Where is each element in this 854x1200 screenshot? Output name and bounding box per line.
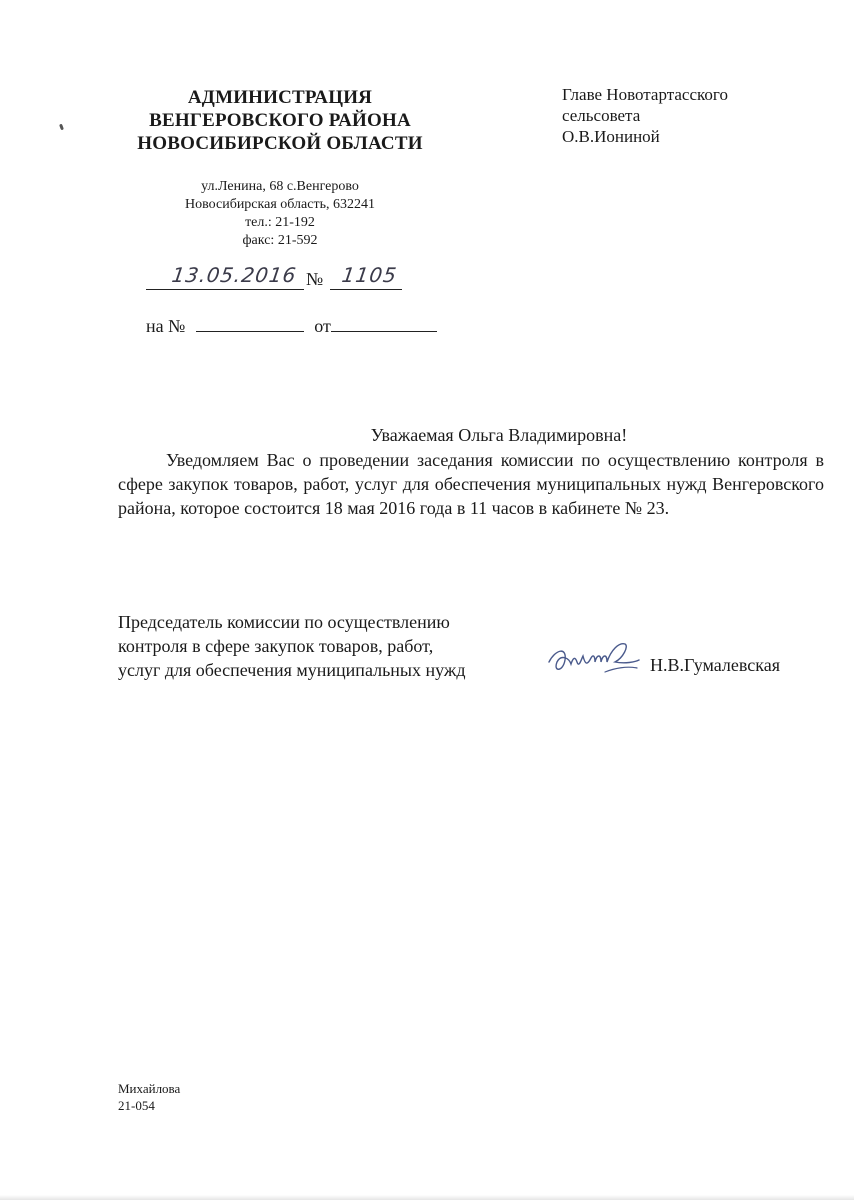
- org-line-3: НОВОСИБИРСКОЙ ОБЛАСТИ: [137, 133, 423, 154]
- number-underline: [330, 289, 402, 290]
- executor-footer: [118, 1080, 180, 1114]
- body-paragraph: Уведомляем Вас о проведении заседания комиссии по осуществлению контроля в сфере закупок товаров, работ, услуг для обеспечения муниципальных нужд Венгеровского района, которое состоится 18 мая 2016 года в 11 часов в кабинете № 23.: [118, 450, 824, 518]
- handwritten-signature: [545, 632, 641, 682]
- signer-name: Н.В.Гумалевская: [650, 655, 780, 675]
- registration-line: [146, 265, 406, 295]
- organization-header: [110, 86, 450, 155]
- scan-speck: [59, 124, 64, 131]
- registration-number-handwritten: 1105: [340, 263, 399, 287]
- salutation-text: Уважаемая Ольга Владимировна!: [370, 425, 628, 445]
- recipient-line-1: Главе Новотартасского: [562, 85, 728, 104]
- executor-name: Михайлова: [118, 1081, 181, 1096]
- recipient-line-3: О.В.Иониной: [562, 127, 660, 146]
- address-phone: тел.: 21-192: [245, 215, 315, 230]
- reference-date-blank: [331, 315, 437, 332]
- executor-phone: 21-054: [118, 1098, 155, 1113]
- org-line-1: АДМИНИСТРАЦИЯ: [187, 87, 373, 108]
- reference-prefix: на №: [146, 316, 186, 336]
- recipient-line-2: сельсовета: [562, 106, 641, 125]
- address-fax: факс: 21-592: [242, 233, 318, 248]
- number-sign: №: [306, 269, 324, 289]
- org-line-2: ВЕНГЕРОВСКОГО РАЙОНА: [149, 110, 411, 131]
- salutation: [0, 425, 854, 446]
- reference-line: [146, 315, 437, 337]
- address-region: Новосибирская область, 632241: [185, 197, 375, 212]
- chair-title: [118, 610, 538, 682]
- address-street: ул.Ленина, 68 с.Венгерово: [201, 179, 359, 194]
- chair-title-line-1: Председатель комиссии по осуществлению: [118, 612, 450, 632]
- organization-address: [150, 178, 410, 250]
- date-underline: [146, 289, 304, 290]
- registration-date-handwritten: 13.05.2016: [170, 263, 299, 287]
- reference-from-label: от: [314, 316, 331, 336]
- chair-title-line-2: контроля в сфере закупок товаров, работ,: [118, 636, 434, 656]
- chair-title-line-3: услуг для обеспечения муниципальных нужд: [118, 660, 466, 680]
- recipient-block: [562, 84, 822, 147]
- scan-edge-shadow: [0, 1195, 854, 1200]
- reference-number-blank: [196, 315, 304, 332]
